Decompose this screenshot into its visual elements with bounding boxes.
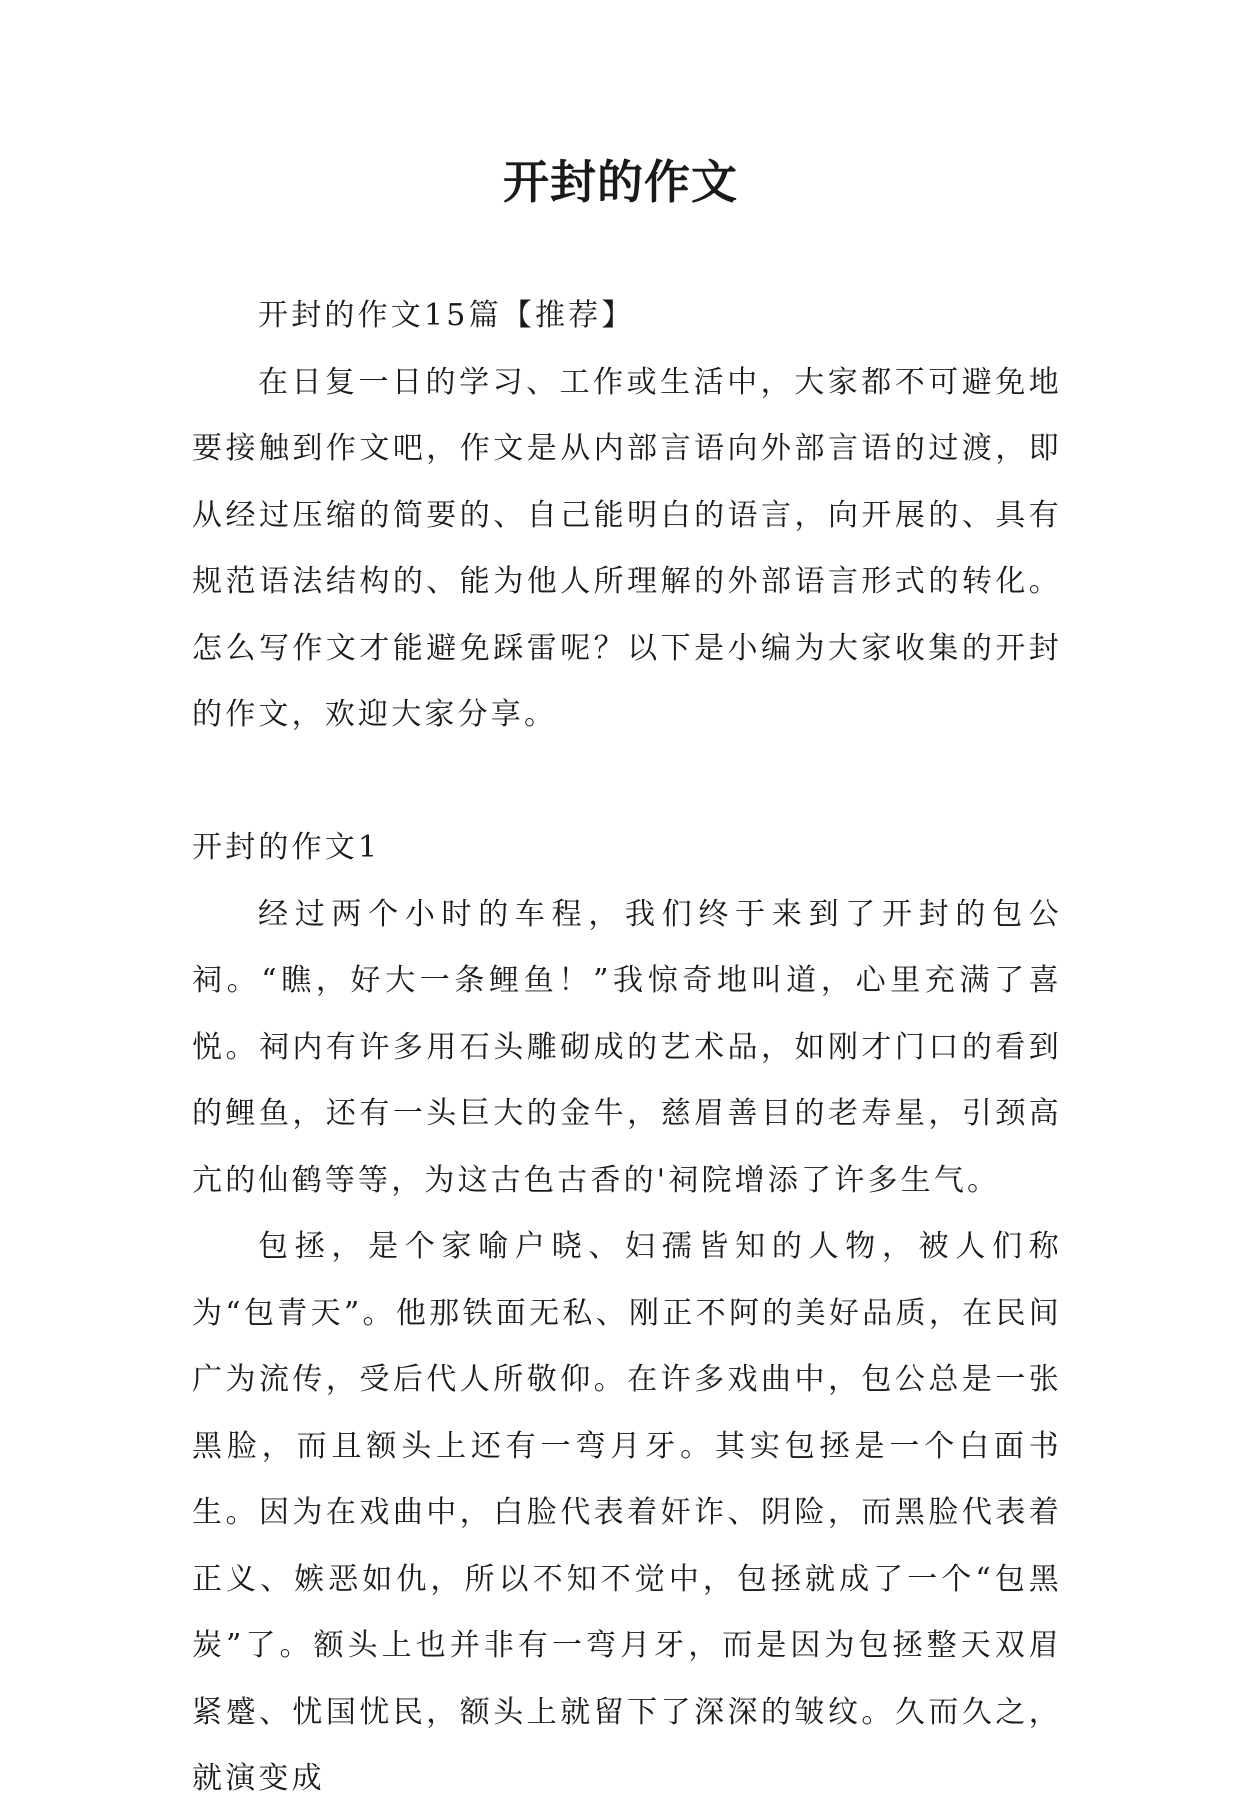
document-title: 开封的作文 (503, 155, 738, 209)
section-paragraph: 包拯，是个家喻户晓、妇孺皆知的人物，被人们称为“包青天”。他那铁面无私、刚正不阿的美好品质，在民间广为流传，受后代人所敬仰。在许多戏曲中，包公总是一张黑脸，而且额头上还有一弯月牙。其实包拯是一个白面书生。因为在戏曲中，白脸代表着奸诈、阴险，而黑脸代表着正义、嫉恶如仇，所以不知不觉中，包拯就成了一个“包黑炭”了。额头上也并非有一弯月牙，而是因为包拯整天双眉紧蹙、忧国忧民，额头上就留下了深深的皱纹。久而久之，就演变成 (192, 1229, 1062, 1796)
intro-paragraph: 在日复一日的学习、工作或生活中，大家都不可避免地要接触到作文吧，作文是从内部言语向外部言语的过渡，即从经过压缩的简要的、自己能明白的语言，向开展的、具有规范语法结构的、能为他人所理解的外部语言形式的转化。怎么写作文才能避免踩雷呢？以下是小编为大家收集的开封的作文，欢迎大家分享。 (192, 364, 1062, 732)
subtitle-paragraph: 开封的作文15篇【推荐】 (258, 298, 635, 333)
section-paragraph: 经过两个小时的车程，我们终于来到了开封的包公祠。“瞧，好大一条鲤鱼！”我惊奇地叫道，心里充满了喜悦。祠内有许多用石头雕砌成的艺术品，如刚才门口的看到的鲤鱼，还有一头巨大的金牛，慈眉善目的老寿星，引颈高亢的仙鹤等等，为这古色古香的'祠院增添了许多生气。 (192, 896, 1062, 1198)
section-heading: 开封的作文1 (192, 830, 381, 865)
document-body (192, 283, 1062, 1813)
